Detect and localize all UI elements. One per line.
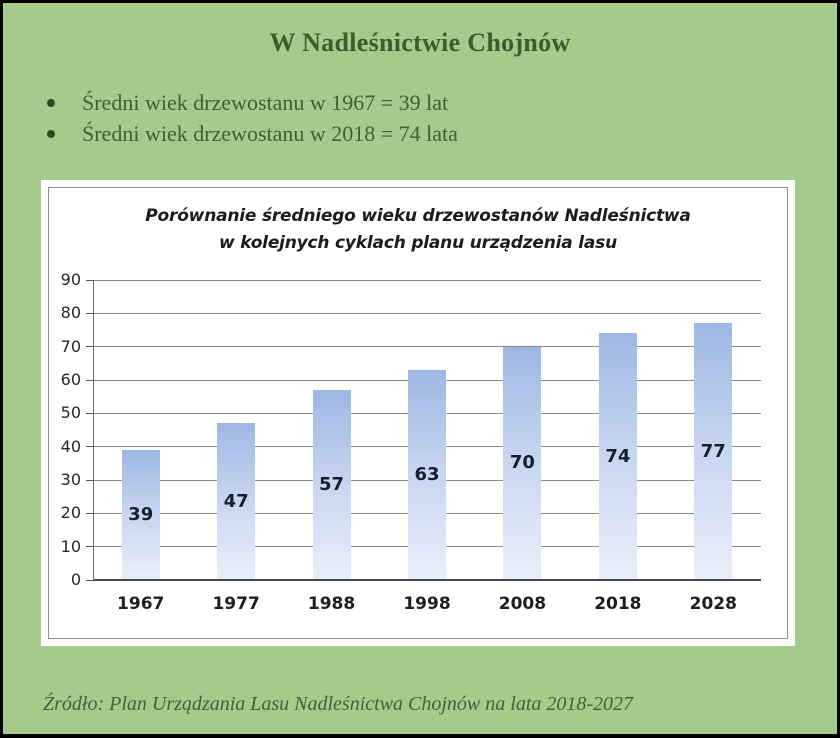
x-axis-label: 2028 (689, 594, 737, 614)
chart-title-line: Porównanie średniego wieku drzewostanów Nadleśnictwa (145, 206, 691, 226)
y-axis-tick (86, 380, 93, 381)
list-item (47, 118, 458, 149)
y-axis-label: 0 (70, 570, 81, 589)
chart-canvas (49, 188, 787, 638)
bar-value-label: 57 (319, 474, 345, 495)
x-axis-label: 1998 (403, 594, 451, 614)
y-axis-label: 50 (60, 403, 81, 423)
y-axis-tick (86, 480, 93, 481)
y-axis-tick (86, 313, 93, 314)
y-axis-label: 30 (60, 470, 81, 489)
y-axis-label: 10 (60, 536, 81, 556)
chart-title (49, 203, 787, 257)
bar-value-label: 63 (414, 464, 440, 485)
chart-frame (48, 187, 788, 639)
page-title: W Nadleśnictwie Chojnów (269, 28, 571, 57)
x-axis-label: 1977 (212, 594, 260, 614)
y-axis-tick (86, 280, 93, 281)
x-axis-label: 1988 (307, 594, 356, 614)
bar-value-label: 77 (700, 440, 726, 462)
chart-panel (41, 180, 795, 646)
bar-value-label: 74 (605, 445, 631, 467)
gridline (93, 280, 761, 281)
y-axis-label: 90 (60, 270, 81, 289)
y-axis-label: 20 (60, 503, 81, 523)
y-axis-label: 60 (60, 370, 81, 389)
y-axis-tick (86, 546, 93, 547)
bullet-dot-icon (47, 99, 55, 107)
y-axis-tick (86, 346, 93, 347)
y-axis-label: 40 (60, 436, 81, 456)
list-item (47, 87, 458, 118)
bar-value-label: 39 (128, 504, 154, 525)
y-axis-tick (86, 446, 93, 447)
bullet-text: Średni wiek drzewostanu w 2018 = 74 lata (82, 120, 458, 146)
bullet-dot-icon (47, 130, 55, 138)
gridline (93, 346, 761, 347)
bullet-list (47, 87, 458, 149)
chart-title-line: w kolejnych cyklach planu urządzenia lasu (218, 233, 617, 253)
y-axis-label: 70 (60, 336, 81, 356)
x-axis-label: 2008 (498, 594, 547, 614)
x-axis-line (93, 579, 761, 581)
y-axis-tick (86, 413, 93, 414)
bar-value-label: 47 (223, 490, 249, 512)
source-citation: Źródło: Plan Urządzania Lasu Nadleśnictwa Chojnów na lata 2018-2027 (43, 693, 634, 715)
bullet-text: Średni wiek drzewostanu w 1967 = 39 lat (82, 89, 449, 115)
y-axis-label: 80 (60, 303, 81, 323)
x-axis-label: 2018 (594, 594, 642, 614)
bar-value-label: 70 (509, 452, 535, 474)
y-axis-line (93, 280, 94, 580)
y-axis-tick (86, 580, 93, 581)
x-axis-label: 1967 (117, 594, 165, 614)
gridline (93, 313, 761, 314)
y-axis-tick (86, 513, 93, 514)
